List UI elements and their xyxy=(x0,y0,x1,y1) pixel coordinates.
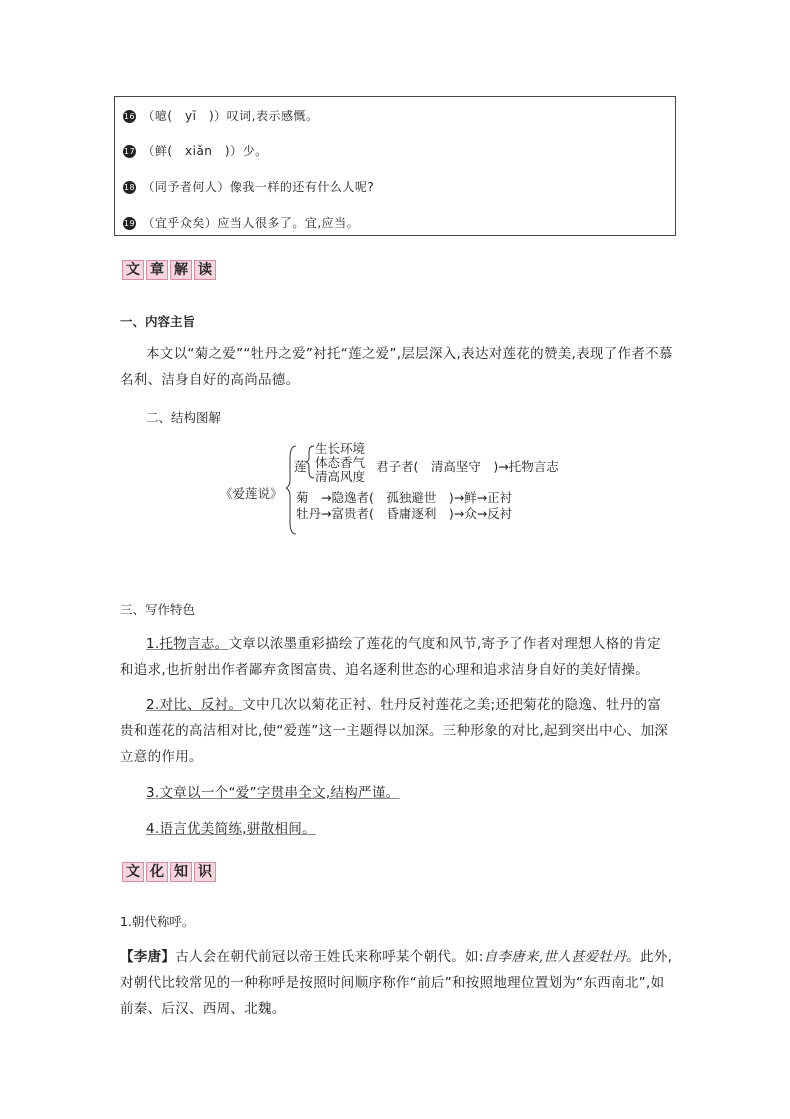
note-text: （宜乎众矣）应当人很多了。宜,应当。 xyxy=(142,216,360,230)
badge-char: 知 xyxy=(170,862,192,882)
badge-char: 读 xyxy=(194,260,216,280)
note-16 xyxy=(123,107,318,124)
note-text: （同予者何人）像我一样的还有什么人呢? xyxy=(142,180,375,194)
heading-content-theme: 一、内容主旨 xyxy=(120,314,196,329)
feature-2-lead: 2.对比、反衬。 xyxy=(146,697,243,713)
culture-line-1 xyxy=(120,944,672,970)
badge-char: 化 xyxy=(146,862,168,882)
notes-box xyxy=(114,96,676,236)
theme-line-1: 本文以“菊之爱”“牡丹之爱”衬托“莲之爱”,层层深入,表达对莲花的赞美,表现了作者不慕 xyxy=(146,346,673,362)
feature-2-line-3: 立意的作用。 xyxy=(120,749,203,765)
feature-1-line-1 xyxy=(146,631,661,657)
feature-1-lead: 1.托物言志。 xyxy=(146,636,229,652)
badge-char: 解 xyxy=(170,260,192,280)
lotus-result: 君子者( 清高坚守 )→托物言志 xyxy=(376,459,559,474)
lotus-item: 体态香气 xyxy=(315,455,366,470)
section-badge-cultural-knowledge xyxy=(122,862,216,882)
lotus-item: 生长环境 xyxy=(315,441,366,456)
culture-example: 自李唐来,世人甚爱牡丹 xyxy=(483,949,627,965)
culture-text: 古人会在朝代前冠以帝王姓氏来称呼某个朝代。如: xyxy=(175,949,484,965)
theme-line-2: 名利、洁身自好的高尚品德。 xyxy=(120,372,300,388)
note-text: （噫( yī )）叹词,表示感慨。 xyxy=(142,109,319,123)
note-number: 19 xyxy=(123,219,136,228)
heading-writing-features: 三、写作特色 xyxy=(120,602,196,617)
diagram-lotus: 莲 xyxy=(294,459,307,474)
feature-1-text: 文章以浓墨重彩描绘了莲花的气度和风节,寄予了作者对理想人格的肯定 xyxy=(228,636,661,652)
diagram-peony: 牡丹→富贵者( 昏庸逐利 )→众→反衬 xyxy=(296,506,513,521)
feature-2-line-2: 贵和莲花的高洁相对比,使“爱莲”这一主题得以加深。三种形象的对比,起到突出中心、加深 xyxy=(120,723,669,739)
culture-line-2: 对朝代比较常见的一种称呼是按照时间顺序称作“前后”和按照地理位置划为“东西南北”,如 xyxy=(120,975,665,991)
note-number: 16 xyxy=(123,112,136,121)
lotus-item: 清高风度 xyxy=(315,469,366,484)
section-badge-article-reading xyxy=(122,260,216,280)
culture-tag: 【李唐】 xyxy=(120,949,176,965)
badge-char: 章 xyxy=(146,260,168,280)
feature-3: 3.文章以一个“爱”字贯串全文,结构严谨。 xyxy=(146,785,400,801)
badge-char: 文 xyxy=(122,260,144,280)
feature-2-line-1 xyxy=(146,692,661,718)
note-18 xyxy=(123,178,374,195)
culture-text: 。此外, xyxy=(626,949,673,965)
feature-2-text: 文中几次以菊花正衬、牡丹反衬莲花之美;还把菊花的隐逸、牡丹的富 xyxy=(242,697,662,713)
feature-4: 4.语言优美简练,骈散相间。 xyxy=(146,821,316,837)
diagram-chrysanthemum: 菊 →隐逸者( 孤独避世 )→鲜→正衬 xyxy=(296,490,513,505)
badge-char: 文 xyxy=(122,862,144,882)
note-19 xyxy=(123,214,359,231)
feature-1-line-2: 和追求,也折射出作者鄙弃贪图富贵、追名逐利世态的心理和追求洁身自好的美好情操。 xyxy=(120,662,649,678)
note-number: 17 xyxy=(123,147,136,156)
heading-dynasty-names: 1.朝代称呼。 xyxy=(120,914,195,929)
diagram-title: 《爱莲说》 xyxy=(220,486,283,501)
note-text: （鲜( xiǎn )）少。 xyxy=(142,144,268,158)
badge-char: 识 xyxy=(194,862,216,882)
culture-line-3: 前秦、后汉、西周、北魏。 xyxy=(120,1001,286,1017)
note-number: 18 xyxy=(123,183,136,192)
note-17 xyxy=(123,142,268,159)
heading-structure: 二、结构图解 xyxy=(146,410,222,425)
